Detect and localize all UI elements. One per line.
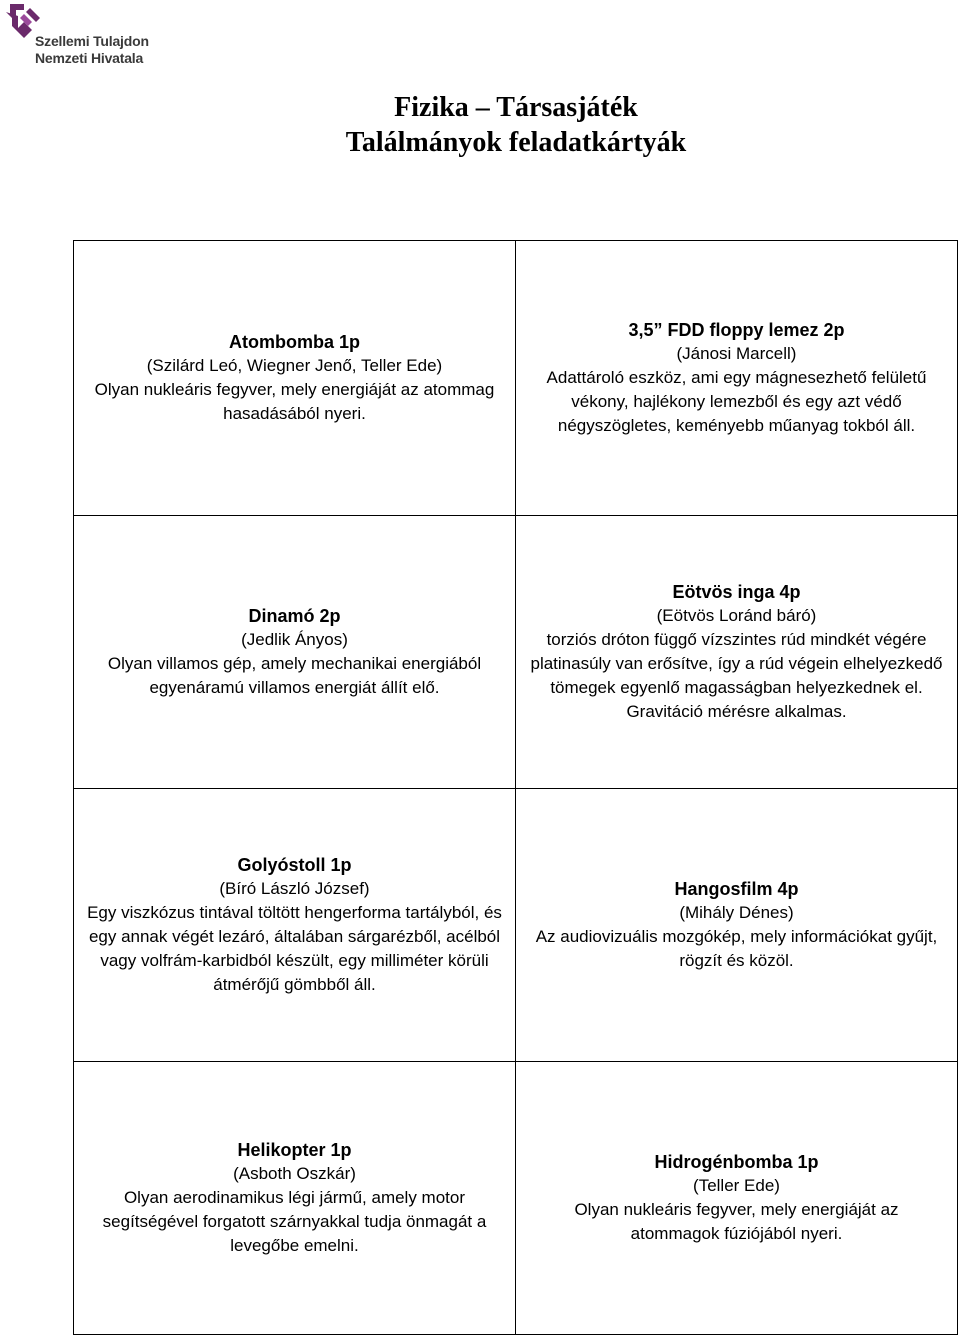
card-description-line: levegőbe emelni.	[230, 1236, 359, 1255]
card-inventor: (Mihály Dénes)	[679, 903, 794, 922]
card-description-line: segítségével forgatott szárnyakkal tudja önmagát a	[102, 1212, 487, 1231]
card-description-line: rögzít és közöl.	[679, 951, 794, 970]
card-name: Hidrogénbomba 1p	[654, 1152, 819, 1172]
card-name: Hangosfilm 4p	[674, 879, 799, 899]
card-description-line: Olyan villamos gép, amely mechanikai energiából	[107, 654, 482, 673]
card-description-line: tömegek egyenlő magasságban helyezkednek el.	[550, 678, 923, 697]
invention-card	[98, 604, 491, 700]
card-inventor: (Szilárd Leó, Wiegner Jenő, Teller Ede)	[146, 356, 443, 375]
card-description-line: egy annak végét lezáró, általában sárgarézből, acélból	[88, 927, 501, 946]
card-cell	[74, 1062, 516, 1335]
organization-logo	[4, 2, 164, 68]
card-description-line: Olyan nukleáris fegyver, mely energiáját az	[574, 1200, 899, 1219]
invention-card	[85, 330, 505, 426]
card-description-line: Olyan nukleáris fegyver, mely energiáját az atommag	[94, 380, 495, 399]
card-description-line: Olyan aerodinamikus légi jármű, amely motor	[123, 1188, 466, 1207]
card-grid	[73, 240, 958, 1335]
card-inventor: (Eötvös Loránd báró)	[656, 606, 817, 625]
card-description-line: Gravitáció mérésre alkalmas.	[626, 702, 847, 721]
card-cell	[516, 516, 958, 789]
card-name: Golyóstoll 1p	[237, 855, 352, 875]
title-line-2: Találmányok feladatkártyák	[345, 127, 687, 158]
card-inventor: (Teller Ede)	[693, 1176, 780, 1195]
card-description-line: torziós dróton függő vízszintes rúd mindkét végére	[546, 630, 927, 649]
card-name: Dinamó 2p	[248, 606, 341, 626]
card-description-line: egyenáramú villamos energiát állít elő.	[149, 678, 440, 697]
card-inventor: (Bíró László József)	[219, 879, 370, 898]
invention-card	[93, 1138, 497, 1258]
card-description-line: atommagok fúziójából nyeri.	[630, 1224, 843, 1243]
card-cell	[516, 1062, 958, 1335]
card-description-line: vékony, hajlékony lemezből és egy azt védő	[571, 392, 902, 411]
invention-card	[526, 877, 948, 973]
invention-card	[537, 318, 937, 438]
card-cell	[74, 516, 516, 789]
card-name: Helikopter 1p	[237, 1140, 352, 1160]
card-description-line: Egy viszkózus tintával töltött hengerforma tartályból, és	[87, 903, 502, 922]
document-title	[300, 90, 732, 160]
logo-line-1: Szellemi Tulajdon	[35, 33, 149, 49]
card-description-line: vagy volfrám-karbidból készült, egy milliméter körüli	[100, 951, 489, 970]
card-description-line: átmérőjű gömbből áll.	[213, 975, 376, 994]
invention-card	[520, 580, 952, 724]
card-description-line: négyszögletes, keményebb műanyag tokból áll.	[557, 416, 916, 435]
card-description-line: Adattároló eszköz, ami egy mágnesezhető felületű	[546, 368, 927, 387]
card-description-line: Az audiovizuális mozgókép, mely információkat gyűjt,	[535, 927, 938, 946]
card-cell	[516, 789, 958, 1062]
title-line-1: Fizika – Társasjáték	[394, 92, 638, 123]
card-description-line: platinasúly van erősítve, így a rúd végein elhelyezkedő	[530, 654, 943, 673]
card-cell	[74, 789, 516, 1062]
card-inventor: (Jánosi Marcell)	[676, 344, 797, 363]
card-description-line: hasadásából nyeri.	[223, 404, 366, 423]
card-inventor: (Jedlik Ányos)	[241, 630, 348, 649]
card-cell	[74, 241, 516, 516]
card-name: 3,5” FDD floppy lemez 2p	[628, 320, 845, 340]
invention-card	[77, 853, 512, 997]
card-name: Atombomba 1p	[228, 332, 360, 352]
logo-text	[35, 33, 149, 67]
card-cell	[516, 241, 958, 516]
invention-card	[564, 1150, 908, 1246]
logo-line-2: Nemzeti Hivatala	[35, 50, 144, 66]
card-name: Eötvös inga 4p	[672, 582, 801, 602]
card-inventor: (Asboth Oszkár)	[233, 1164, 356, 1183]
